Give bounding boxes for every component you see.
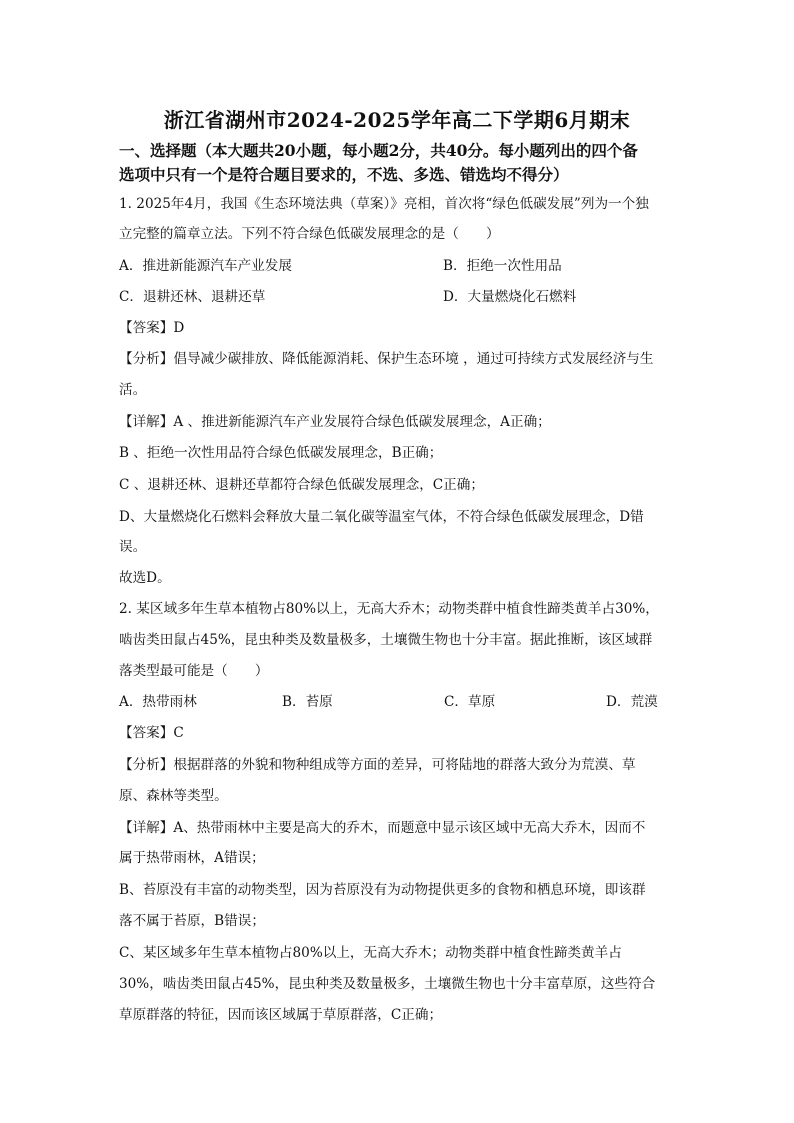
q2-stem-line2: 啮齿类田鼠占45%，昆虫种类及数量极多，土壤微生物也十分丰富。据此推断，该区域群	[119, 632, 653, 648]
q1-option-d: D．大量燃烧化石燃料	[443, 289, 577, 305]
q1-stem-line1: 1. 2025年4月，我国《生态环境法典（草案）》亮相，首次将“绿色低碳发展”列为一个独	[119, 196, 649, 212]
q2-detail-line6: 30%，啮齿类田鼠占45%，昆虫种类及数量极多，土壤微生物也十分丰富草原，这些符合	[119, 976, 656, 992]
q2-detail-line1: 【详解】A、热带雨林中主要是高大的乔木，而题意中显示该区域中无高大乔木，因而不	[119, 820, 646, 836]
document-title: 浙江省湖州市2024-2025学年高二下学期6月期末	[163, 108, 631, 132]
q1-analysis-line2: 活。	[119, 382, 147, 398]
q1-option-a: A．推进新能源汽车产业发展	[119, 258, 292, 274]
q2-detail-line3: B、苔原没有丰富的动物类型，因为苔原没有为动物提供更多的食物和栖息环境，即该群	[119, 882, 646, 898]
q1-detail-line4: D、大量燃烧化石燃料会释放大量二氧化碳等温室气体，不符合绿色低碳发展理念，D错	[119, 509, 644, 525]
q1-detail-line2: B 、拒绝一次性用品符合绿色低碳发展理念，B正确；	[119, 445, 443, 461]
q1-option-b: B．拒绝一次性用品	[443, 258, 562, 274]
q1-detail-line3: C 、退耕还林、退耕还草都符合绿色低碳发展理念，C正确；	[119, 477, 484, 493]
q1-analysis-line1: 【分析】倡导减少碳排放、降低能源消耗、保护生态环境 ，通过可持续方式发展经济与生	[119, 351, 654, 367]
q1-stem-line2: 立完整的篇章立法。下列不符合绿色低碳发展理念的是（ ）	[119, 226, 500, 242]
section-heading-line2: 选项中只有一个是符合题目要求的，不选、多选、错选均不得分）	[119, 165, 569, 184]
section-heading-line1: 一、选择题（本大题共20小题，每小题2分，共40分。每小题列出的四个备	[119, 141, 638, 160]
q1-conclusion: 故选D。	[119, 570, 171, 586]
q1-option-c: C．退耕还林、退耕还草	[119, 289, 266, 305]
q1-detail-line1: 【详解】A 、推进新能源汽车产业发展符合绿色低碳发展理念，A正确；	[119, 414, 551, 430]
q2-option-c: C．草原	[444, 694, 496, 710]
q2-stem-line3: 落类型最可能是（ ）	[119, 663, 269, 679]
q2-stem-line1: 2. 某区域多年生草本植物占80%以上，无高大乔木；动物类群中植食性蹄类黄羊占30%，	[119, 601, 659, 617]
q2-option-d: D．荒漠	[606, 694, 658, 710]
q2-detail-line2: 属于热带雨林，A错误；	[119, 850, 265, 866]
q2-analysis-line2: 原、森林等类型。	[119, 788, 228, 804]
q2-analysis-line1: 【分析】根据群落的外貌和物种组成等方面的差异，可将陆地的群落大致分为荒漠、草	[119, 757, 636, 773]
q2-detail-line7: 草原群落的特征，因而该区域属于草原群落，C正确；	[119, 1007, 443, 1023]
q2-detail-line4: 落不属于苔原，B错误；	[119, 913, 265, 929]
q2-detail-line5: C、某区域多年生草本植物占80%以上，无高大乔木；动物类群中植食性蹄类黄羊占	[119, 945, 622, 961]
q2-option-a: A．热带雨林	[119, 694, 197, 710]
q2-answer: 【答案】C	[119, 725, 184, 741]
q1-detail-line5: 误。	[119, 539, 147, 555]
q1-answer: 【答案】D	[119, 320, 185, 336]
q2-option-b: B．苔原	[282, 694, 333, 710]
